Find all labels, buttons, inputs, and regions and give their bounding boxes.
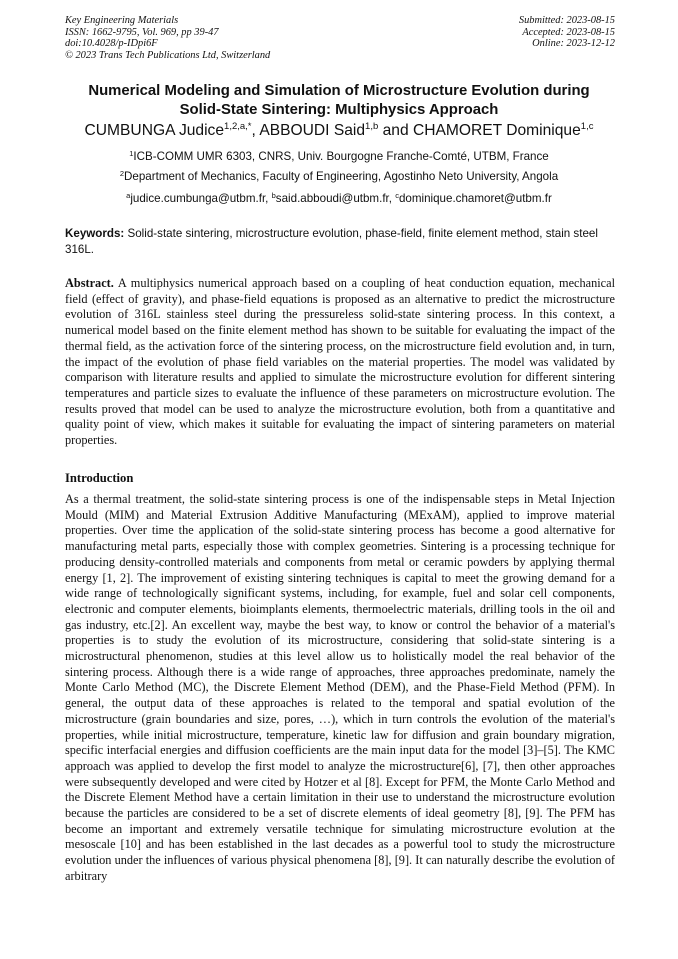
paper-title: [40, 82, 638, 119]
email-a-sup: a: [126, 191, 131, 200]
doi-line: doi:10.4028/p-IDpi6F: [65, 38, 158, 50]
author-separator-1: ,: [251, 122, 260, 139]
author-2-sup: 1,b: [365, 121, 379, 132]
title-line-1: Numerical Modeling and Simulation of Microstructure Evolution during: [88, 83, 590, 99]
email-c: dominique.chamoret@utbm.fr: [398, 192, 552, 205]
keywords-paragraph: [65, 226, 615, 257]
accepted-date: Accepted: 2023-08-15: [522, 26, 615, 38]
keywords-label: Keywords:: [65, 227, 125, 240]
affiliation-2-sup: 2: [119, 169, 125, 178]
author-separator-2: and: [378, 122, 413, 139]
email-b: said.abboudi@utbm.fr,: [275, 192, 396, 205]
email-a: judice.cumbunga@utbm.fr,: [130, 192, 272, 205]
keywords-text: Solid-state sintering, microstructure evolution, phase-field, finite element method, stain steel 316L.: [65, 227, 598, 256]
author-1-sup: 1,2,a,*: [224, 121, 252, 132]
author-3-sup: 1,c: [580, 121, 594, 132]
author-2-name: ABBOUDI Said: [259, 122, 366, 139]
publication-dates: [519, 15, 615, 50]
author-emails: [30, 192, 648, 206]
affiliation-2: [30, 170, 648, 184]
title-line-2: Solid-State Sintering: Multiphysics Approach: [179, 101, 499, 118]
affiliation-1-text: ICB-COMM UMR 6303, CNRS, Univ. Bourgogne Franche-Comté, UTBM, France: [133, 150, 549, 163]
introduction-paragraph: As a thermal treatment, the solid-state sintering process is one of the indispensable steps in Metal Injection Mould (MIM) and Material Extrusion Additive Manufacturing (MExAM), applied to improve material properties. Over time the application of the solid-state sintering process has become a good alternative for manufacturing metal parts, especially those with complex geometries. Sintering is a processing technique for producing density-controlled materials and components from metal or ceramic powders by applying thermal energy [1, 2]. The improvement of existing sintering techniques is capital to meet the growing demand for a wide range of technologically significant systems, including, for example, fuel and solar cell components, electronic and computer elements, bioimplants elements, thermoelectric materials, drilling tools in the oil and gas industry, etc.[2]. An excellent way, maybe the best way, to know or control the behavior of a material's properties is to study the evolution of its microstructure, considering that solid-state sintering is a microstructural phenomenon, studies at this level allow us to holistically model the real behavior of the sintering process. Although there is a wide range of approaches, three approaches predominate, namely the Monte Carlo Method (MC), the Discrete Element Method (DEM), and the Phase-Field Method (PFM). In general, the output data of these approaches is related to the temporal and spatial evolution of the microstructure (grain boundaries and size, pores, …), which in turn controls the evolution of the material's properties, while initial microstructure, temperature, kinetic law for diffusion and grain boundary migration, specific interfacial energies and diffusion coefficients are the main input data for the model [3]–[5]. The KMC approach was applied to develop the first model to analyze the microstructure[6], [7], then other approaches were subsequently developed and were cited by Hotzer et al [8]. Except for PFM, the Monte Carlo Method and the Discrete Element Method have a certain limitation in their use to understand the microstructure evolution because the particles are considered to be a set of discrete elements of ideal geometry [8], [9]. The PFM has become an important and extremely versatile technique for simulating microstructure evolution at the mesoscale [10] and has been established in the last decades as a powerful tool to study the microstructure evolution under the influences of various physical phenomena [8], [9]. It can naturally describe the evolution of arbitrary: [65, 492, 615, 883]
author-3-name: CHAMORET Dominique: [412, 122, 581, 139]
affiliation-2-text: Department of Mechanics, Faculty of Engineering, Agostinho Neto University, Angola: [124, 170, 559, 183]
journal-info: [65, 15, 270, 61]
abstract-text: A multiphysics numerical approach based on a coupling of heat conduction equation, mechanical field (effect of gravity), and phase-field equations is proposed as an alternative to predict the microstructure evolution of 316L stainless steel during the pressureless solid-state sintering process. In this context, a numerical model based on the finite element method has shown to be suitable for evaluating the impact of the thermal field, as the activation force of the sintering process, on the microstructure field evolution and, in turn, the impact of the evolution of phase field variables on the material properties. The model was validated by comparison with literature results and applied to simulate the microstructure evolution for different sintering temperatures and particle sizes to evaluate the influence of these parameters on microstructure evolution. The results proved that model can be used to analyze the microstructure evolution, both from a quantitative and quality point of view, which makes it suitable for evaluating the impact of sintering parameters on material properties.: [65, 276, 615, 448]
affiliation-1-sup: 1: [129, 149, 134, 158]
online-date: Online: 2023-12-12: [532, 38, 615, 50]
affiliation-1: [30, 150, 648, 164]
journal-name: Key Engineering Materials: [65, 15, 179, 26]
copyright-line: © 2023 Trans Tech Publications Ltd, Switzerland: [65, 49, 271, 61]
abstract-label: Abstract.: [65, 276, 114, 290]
issn-line: ISSN: 1662-9795, Vol. 969, pp 39-47: [65, 26, 219, 38]
author-1-name: CUMBUNGA Judice: [84, 122, 225, 139]
author-list: [30, 121, 648, 141]
email-c-sup: c: [395, 191, 399, 200]
abstract-paragraph: [65, 276, 615, 449]
introduction-heading: Introduction: [65, 471, 134, 485]
submitted-date: Submitted: 2023-08-15: [518, 15, 615, 26]
email-b-sup: b: [271, 191, 276, 200]
